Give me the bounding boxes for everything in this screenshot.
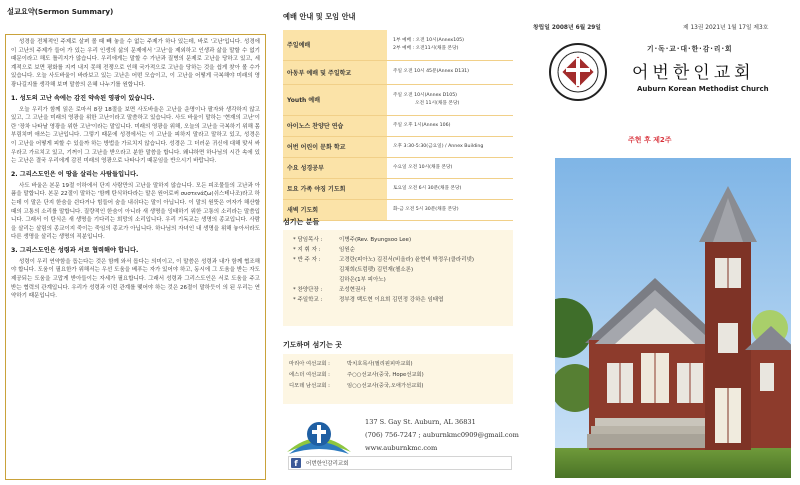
schedule-row	[283, 84, 513, 115]
facebook-icon: f	[291, 458, 301, 468]
service-label: * 담임목사 :	[293, 237, 323, 243]
service-line	[293, 235, 507, 245]
schedule-name: 수요 성경공부	[283, 157, 387, 178]
prayer-group: 디모데 남선교회 :	[289, 383, 330, 389]
schedule-row	[283, 157, 513, 178]
contact-lines	[365, 416, 519, 455]
sermon-point-3: 3. 그리스도인은 성령과 서로 협력해야 합니다.	[11, 246, 139, 254]
sermon-intro: 성경을 전체적인 주제로 살펴 볼 때 빼 놓을 수 없는 주제가 하나 있는데, 바로 '고난'입니다. 성경에 이 고난의 주제가 들어 가 있는 우리 인생의 삶의 문제에서 '고난'을 제외하고 인생과 삶을 말할 수 없기 때문이라고 해도 틀리지가 않습니다. 우리에게는 말할 수 가난과 질병의 문제로 고난을 당하고 있고, 세계적으로 보면 평화를 지켜 내지 못해 전쟁으로 인해 국가적으로 고난을 당하는 것을 쉽게 찾아 볼 수가 있습니다. 오늘 사도바울이 바라보고 있는 고난은 어떤 모습이고, 이 고난을 어떻게 극복해야 미래의 영광나길지를 생각해 보며 말씀의 은혜 나누기를 원합니다.	[11, 39, 260, 88]
sermon-paragraph-2: 사도 바울은 본문 19절 이하에서 단지 사람만의 고난을 말하지 않습니다. 모든 피조물들의 고난과 아픔을 말합니다. 본문 22절이 말하는 '함께 탄식하다라는 말은 원어로써 συστενάζω(쉬스테나조)라고 하는데 이 말은 단지 한숨을 쉰다거나 힘들어 숨을 내쉬다는 말이 아닙니다. 이 말의 원뜻은 여자가 해산할 때의 고통의 소리를 말합니다. 질량적인 한숨이 아니라 새 생명을 잉태하기 위한 고통의 소리라는 말씀입니다. 그래서 이 탄식은 새 생명을 기다리는 희망의 소리입니다. 우리 기독교는 생명의 종교입니다. 사람을 살리는 살림의 종교이지 죽이는 죽임의 종교가 아닙니다. 하나님의 자녀인 내 생명을 위해 놓아서라도 다른 생명을 살리는 생명의 직분입니다.	[11, 182, 260, 241]
schedule-detail-line: 2부 예배 : 오전11시(채플 본당)	[393, 45, 459, 51]
issue-info: 제 13권 2021년 1월 17일 제3호	[683, 25, 769, 31]
sermon-box	[5, 34, 266, 480]
service-line	[293, 245, 507, 255]
website-link[interactable]: www.auburnkmc.com	[365, 444, 438, 452]
schedule-detail: 주일 오후 1시(Annex 106)	[387, 115, 513, 136]
service-label: * 지 휘 자 :	[293, 247, 321, 253]
prayer-group: 에스더 여선교회 :	[289, 372, 330, 378]
prayer-box	[283, 354, 513, 404]
service-value: 임원순	[339, 247, 355, 253]
schedule-detail-line: 주일 오전 10시(Annex D105)	[393, 92, 458, 98]
prayer-target: 임○○선교사(중국,오애가선교회)	[347, 383, 424, 389]
facebook-label: 어번한인감리교회	[306, 461, 349, 467]
liturgical-sunday: 주현 후 제2주	[628, 136, 672, 144]
schedule-row	[283, 136, 513, 157]
church-photo	[555, 158, 791, 478]
prayer-row	[289, 359, 509, 370]
schedule-name: 새벽 기도회	[283, 199, 387, 220]
schedule-row	[283, 178, 513, 199]
prayer-group: 마리아 여선교회 :	[289, 361, 330, 367]
methodist-seal-icon	[548, 42, 608, 102]
schedule-detail: 수요일 오전 10시(채플 본당)	[387, 157, 513, 178]
schedule-detail: 화-금 오전 5시 30분(채플 본당)	[387, 199, 513, 220]
schedule-detail	[387, 84, 513, 115]
schedule-detail: 토요일 오전 6시 30분(채플 본당)	[387, 178, 513, 199]
service-line	[293, 295, 507, 305]
sermon-point-2: 2. 그리스도인은 이 땅을 살리는 사람들입니다.	[11, 170, 139, 178]
service-value: 고경란(피아노) 김진서(비올라) 윤현비 박정우(클라리넷)	[339, 257, 475, 263]
prayer-target: 주○○선교사(중국, Hope선교회)	[347, 372, 424, 378]
cover-panel	[533, 12, 800, 482]
service-line: 김채희(트럼펫) 김민재(첼소론)	[339, 267, 414, 273]
service-value: 조성현권사	[339, 287, 366, 293]
service-label: * 반 주 자 :	[293, 257, 321, 263]
schedule-name: 토요 가족 야징 기도회	[283, 178, 387, 199]
schedule-name: 주일예배	[283, 30, 387, 60]
schedule-detail: 주일 오전 10시 45분(Annex D131)	[387, 60, 513, 84]
prayer-heading: 기도하며 섬기는 곳	[283, 341, 342, 349]
prayer-row	[289, 381, 509, 392]
schedule-detail	[387, 30, 513, 60]
schedule-detail: 오후 3:30-5:30(금요일) / Annex Building	[387, 136, 513, 157]
service-box	[283, 230, 513, 326]
schedule-name: Youth 예배	[283, 84, 387, 115]
founded-date: 창립일 2008년 6월 29일	[533, 25, 601, 31]
schedule-table	[283, 30, 513, 221]
contact-block	[283, 410, 519, 454]
schedule-name: 아동부 예배 및 주일학교	[283, 60, 387, 84]
church-name-en: Auburn Korean Methodist Church	[637, 85, 769, 93]
service-line: 김하은(1부 피아노)	[339, 277, 386, 283]
cross-logo-icon	[279, 414, 359, 460]
sermon-point-1: 1. 성도의 고난 속에는 감진 약속된 영광이 있습니다.	[11, 94, 155, 102]
prayer-target: 박치호목사(필리핀피마교회)	[347, 361, 413, 367]
service-label: * 찬양단장 :	[293, 287, 323, 293]
service-heading: 섬기는 분들	[283, 218, 320, 226]
church-name-ko: 어번한인교회	[632, 63, 755, 83]
sermon-panel	[5, 6, 266, 480]
sermon-heading: 설교요약(Sermon Summary)	[7, 7, 114, 16]
schedule-heading: 예배 안내 및 모임 안내	[283, 12, 356, 21]
schedule-row	[283, 115, 513, 136]
denomination: 기·독·교·대·한·감·리·회	[647, 45, 733, 53]
service-value: 이병주(Rev. Byungsoo Lee)	[339, 237, 412, 243]
sermon-paragraph-3: 성령이 우리 연약함을 돕는다는 것은 함께 와서 돕다는 의미이고, 이 말씀은 성령과 내가 함께 협조해야 합니다. 도움이 필요한가 위해서는 우선 도움을 베푸는 자가 있어야 하고, 동시에 그 도움을 받는 자도 제공되는 도움을 고맙게 받아들이는 자세가 필요합니다. 그래서 성령과 그리스도인은 서로 도움을 주고 받는 협력의 관계입니다. 우리가 성령과 이런 관계를 맺어야 하는 것은 26절이 말하듯이 의 된 우리는 연약하기 때문입니다.	[11, 258, 260, 300]
sermon-paragraph-1: 오늘 우리가 함께 읽은 로마서 8장 18절을 보면 사도바울은 고난을 운명이나 팔자와 생각하지 않고 있고, 그 고난을 미래의 영광을 위한 고난이라고 말씀하고 있습니다. 사도 바울이 말하는 '현재의 고난'이란 '장차 나타날 영광을 위한 고난'이라는 말입니다. 미래의 영광을 위해, 오늘의 고난을 극복하기 위해 몸부림치며 애쓰는 고난입니다. 그렇기 때문에 성경에서는 이 고난을 피하지 말라고 말하고 있고, 성경은 이 고난을 어떻게 피할 수 있을까 하는 방법을 가르치지 않습니다. 성경은 그 더러운 귀신에 대해 맞서 싸우라고 가르치고 있고, 기꺼이 그 고난을 받으라고 분한 말씀을 합니다. 왜냐하면 하나님의 시간 속에 있는 고난은 결국 우리에게 감진 미래의 영광으로 나타나기 때문임을 반으시기 바랍니다.	[11, 106, 260, 165]
schedule-detail-line: 1부 예배 : 오전 10시(Annex105)	[393, 37, 464, 43]
schedule-detail-line: 오전 11시(채플 본당)	[415, 100, 460, 106]
schedule-row	[283, 60, 513, 84]
service-line	[293, 255, 507, 265]
info-panel	[283, 12, 519, 482]
service-label: * 주일학교 :	[293, 297, 323, 303]
schedule-name: 어번 어린이 문화 학교	[283, 136, 387, 157]
service-line	[293, 285, 507, 295]
address: 137 S. Gay St. Auburn, AL 36831	[365, 418, 476, 426]
schedule-name: 아이노스 찬양단 연습	[283, 115, 387, 136]
schedule-row	[283, 30, 513, 60]
phone-email[interactable]: (706) 756-7247 ; auburnkmc0909@gmail.com	[365, 431, 519, 439]
facebook-link[interactable]	[288, 456, 512, 470]
prayer-row	[289, 370, 509, 381]
service-value: 정부경 백도현 이요희 김민정 강하은 임태엽	[339, 297, 444, 303]
